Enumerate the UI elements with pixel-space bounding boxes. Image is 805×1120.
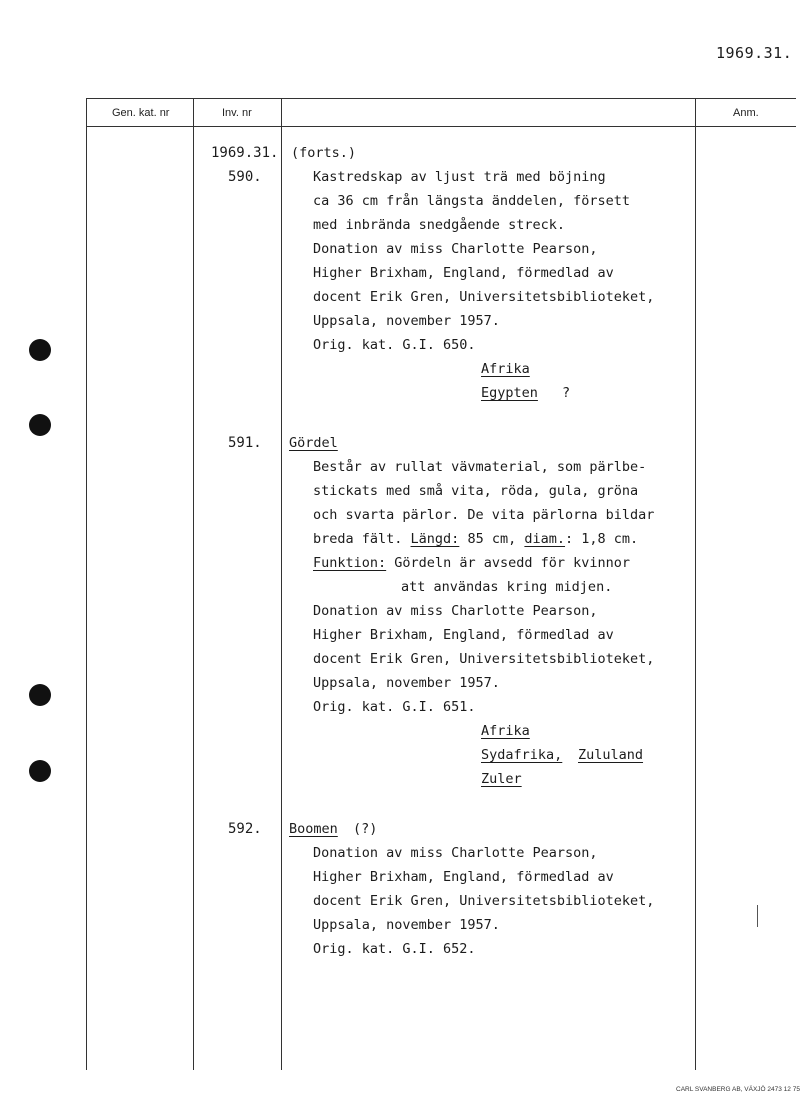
inv-number: 1969.31. bbox=[211, 145, 279, 161]
object-title: Boomen bbox=[289, 821, 338, 837]
country-label: Egypten bbox=[481, 385, 538, 401]
punch-hole bbox=[29, 414, 51, 436]
people-label: Zuler bbox=[481, 771, 522, 787]
description-line: och svarta pärlor. De vita pärlorna bildar bbox=[313, 507, 655, 523]
description-line: ca 36 cm från längsta änddelen, försett bbox=[313, 193, 630, 209]
description-line: Består av rullat vävmaterial, som pärlbe- bbox=[313, 459, 647, 475]
inv-number: 590. bbox=[228, 169, 262, 185]
column-line-inv-desc bbox=[281, 98, 282, 1070]
description-line: Higher Brixham, England, förmedlad av bbox=[313, 869, 614, 885]
punch-hole bbox=[29, 339, 51, 361]
description-line: stickats med små vita, röda, gula, gröna bbox=[313, 483, 639, 499]
description-line: docent Erik Gren, Universitetsbiblioteket, bbox=[313, 893, 655, 909]
description-line: Uppsala, november 1957. bbox=[313, 675, 500, 691]
description-line: Higher Brixham, England, förmedlad av bbox=[313, 627, 614, 643]
column-line-desc-anm bbox=[695, 98, 696, 1070]
continued-note: (forts.) bbox=[291, 145, 357, 161]
description-line: med inbrända snedgående streck. bbox=[313, 217, 565, 233]
function-line bbox=[313, 555, 630, 571]
printer-name: CARL SVANBERG AB, VÄXJÖ bbox=[676, 1086, 766, 1093]
description-line: Kastredskap av ljust trä med böjning bbox=[313, 169, 606, 185]
area-label: Zululand bbox=[578, 747, 644, 763]
description-line: Donation av miss Charlotte Pearson, bbox=[313, 603, 598, 619]
function-label: Funktion: bbox=[313, 555, 387, 571]
description-line: Orig. kat. G.I. 651. bbox=[313, 699, 476, 715]
description-line: Uppsala, november 1957. bbox=[313, 313, 500, 329]
object-title: Gördel bbox=[289, 435, 338, 451]
pencil-mark bbox=[757, 905, 758, 927]
length-label: Längd: bbox=[410, 531, 460, 547]
header-inv-nr: Inv. nr bbox=[222, 107, 252, 119]
description-line: Higher Brixham, England, förmedlad av bbox=[313, 265, 614, 281]
diameter-value: : 1,8 cm. bbox=[565, 531, 639, 547]
column-line-left bbox=[86, 98, 87, 1070]
inv-number: 591. bbox=[228, 435, 262, 451]
column-line-gen-inv bbox=[193, 98, 194, 1070]
inv-number: 592. bbox=[228, 821, 262, 837]
page-number: 1969.31. bbox=[716, 44, 793, 62]
length-value: 85 cm, bbox=[467, 531, 517, 547]
description-line: Orig. kat. G.I. 652. bbox=[313, 941, 476, 957]
function-text-cont: att användas kring midjen. bbox=[401, 579, 613, 595]
region-label: Afrika bbox=[481, 361, 530, 377]
dimensions-line bbox=[313, 531, 638, 547]
description-line: docent Erik Gren, Universitetsbiblioteket, bbox=[313, 651, 655, 667]
punch-hole bbox=[29, 684, 51, 706]
country-note: ? bbox=[562, 385, 571, 401]
description-line: docent Erik Gren, Universitetsbiblioteket, bbox=[313, 289, 655, 305]
punch-hole bbox=[29, 760, 51, 782]
title-note: (?) bbox=[353, 821, 378, 837]
function-text: Gördeln är avsedd för kvinnor bbox=[394, 555, 630, 571]
diameter-label: diam. bbox=[524, 531, 566, 547]
description-line: Orig. kat. G.I. 650. bbox=[313, 337, 476, 353]
printer-footer bbox=[676, 1086, 800, 1093]
dimensions-prefix: breda fält. bbox=[313, 531, 403, 547]
region-label: Afrika bbox=[481, 723, 530, 739]
description-line: Donation av miss Charlotte Pearson, bbox=[313, 845, 598, 861]
description-line: Uppsala, november 1957. bbox=[313, 917, 500, 933]
form-code: 2473 12 75 bbox=[767, 1086, 800, 1093]
country-label: Sydafrika, bbox=[481, 747, 563, 763]
header-gen-kat-nr: Gen. kat. nr bbox=[112, 107, 170, 119]
description-line: Donation av miss Charlotte Pearson, bbox=[313, 241, 598, 257]
header-anm: Anm. bbox=[733, 107, 759, 119]
